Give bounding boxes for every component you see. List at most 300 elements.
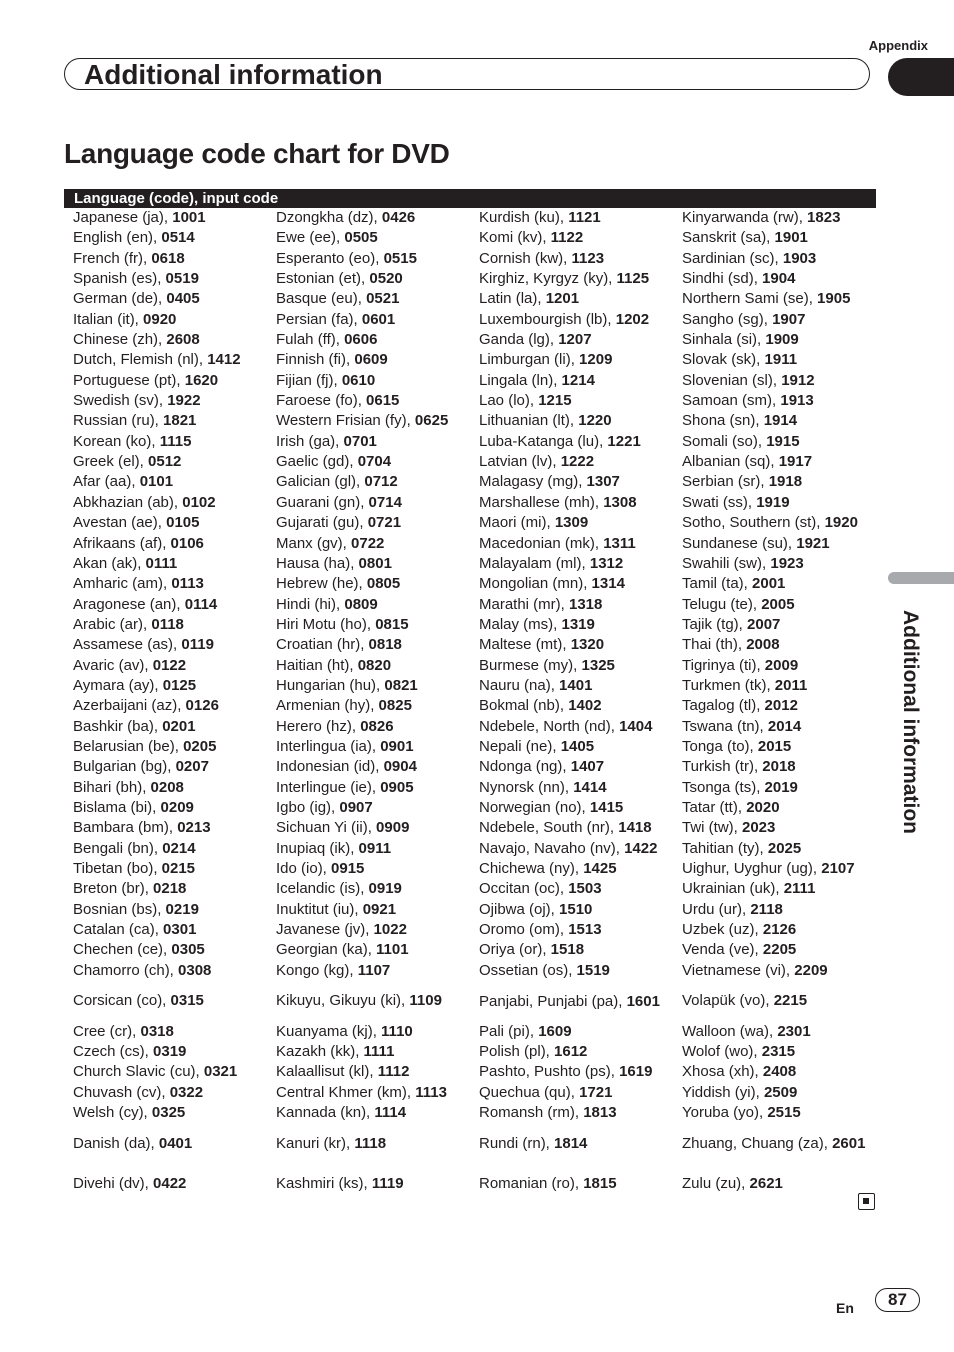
language-entry <box>479 452 679 472</box>
language-name: Kashmiri (ks), <box>276 1175 372 1193</box>
table-row <box>479 411 679 431</box>
language-entry <box>73 696 273 716</box>
language-entry-text <box>73 209 206 226</box>
language-entry <box>682 981 882 1022</box>
language-code: 1619 <box>619 1063 653 1081</box>
language-entry-text <box>682 1043 795 1060</box>
language-entry-text <box>479 697 602 714</box>
table-row <box>276 472 476 492</box>
language-entry <box>479 310 679 330</box>
language-entry <box>73 472 273 492</box>
table-row <box>276 879 476 899</box>
language-column-2 <box>276 208 476 1205</box>
language-code: 0826 <box>360 717 394 735</box>
language-name: Latin (la), <box>479 290 546 308</box>
language-entry <box>73 208 273 228</box>
language-entry-text <box>682 372 815 389</box>
language-entry <box>73 1164 273 1205</box>
language-code: 2009 <box>764 656 799 674</box>
table-row <box>682 798 882 818</box>
language-name: Yoruba (yo), <box>682 1104 768 1122</box>
table-row <box>479 452 679 472</box>
table-row <box>73 839 273 859</box>
language-entry-text <box>479 636 604 653</box>
language-entry-text <box>682 779 798 796</box>
language-entry-text <box>73 351 241 368</box>
language-code: 0712 <box>364 473 398 491</box>
language-entry-text <box>73 941 205 958</box>
language-name: Greek (el), <box>73 453 149 471</box>
language-entry-text <box>479 677 592 694</box>
language-name: Czech (cs), <box>73 1043 154 1061</box>
language-entry <box>276 615 476 635</box>
language-entry <box>73 1123 273 1164</box>
table-row <box>682 208 882 228</box>
language-entry-text <box>73 331 200 348</box>
language-name: Urdu (ur), <box>682 900 751 918</box>
language-entry-text <box>276 1134 386 1154</box>
table-row <box>276 1103 476 1123</box>
language-name: Uighur, Uyghur (ug), <box>682 860 822 877</box>
language-entry <box>73 554 273 574</box>
table-row <box>479 961 679 981</box>
table-row <box>73 493 273 513</box>
language-entry-text <box>479 229 583 246</box>
language-code: 0214 <box>162 839 196 857</box>
language-entry <box>479 411 679 431</box>
language-name: Kongo (kg), <box>276 961 358 979</box>
language-code: 0909 <box>376 819 410 837</box>
table-row <box>479 269 679 289</box>
language-name: English (en), <box>73 229 162 247</box>
language-entry <box>276 1103 476 1123</box>
language-entry <box>73 839 273 859</box>
language-name: Dutch, Flemish (nl), <box>73 351 208 369</box>
table-row <box>276 859 476 879</box>
table-row <box>276 574 476 594</box>
language-code: 1609 <box>538 1022 572 1040</box>
language-entry-text <box>479 738 594 755</box>
table-row <box>682 534 882 554</box>
language-entry <box>73 513 273 533</box>
language-code: 1913 <box>780 392 814 410</box>
language-name: Samoan (sm), <box>682 392 781 410</box>
language-entry <box>682 615 882 635</box>
table-row <box>276 818 476 838</box>
table-row <box>276 696 476 716</box>
language-entry <box>479 350 679 370</box>
table-row <box>276 493 476 513</box>
language-entry-text <box>276 718 394 735</box>
language-code: 2001 <box>752 575 786 593</box>
language-entry <box>276 737 476 757</box>
language-name: Burmese (my), <box>479 656 582 674</box>
table-row <box>73 1042 273 1062</box>
language-name: Interlingua (ia), <box>276 737 381 755</box>
language-entry <box>73 717 273 737</box>
language-entry <box>682 778 882 798</box>
language-entry-text <box>682 758 796 775</box>
language-entry-text <box>479 758 604 775</box>
language-entry-text <box>682 1134 865 1153</box>
table-row <box>276 839 476 859</box>
language-entry-text <box>479 1104 617 1121</box>
language-entry-text <box>73 453 181 470</box>
language-name: Tatar (tt), <box>682 798 747 816</box>
language-code: 1911 <box>764 351 798 369</box>
language-code: 1620 <box>184 371 219 389</box>
language-entry-text <box>276 1174 404 1194</box>
language-entry-text <box>682 596 795 613</box>
language-code: 0821 <box>384 676 418 694</box>
language-code: 1813 <box>583 1104 617 1122</box>
language-entry-text <box>73 616 184 633</box>
table-row <box>682 289 882 309</box>
language-entry <box>682 1164 882 1205</box>
language-name: Javanese (jv), <box>276 921 374 939</box>
language-name: Italian (it), <box>73 310 144 328</box>
language-entry-text <box>73 1084 203 1101</box>
language-name: Cornish (kw), <box>479 249 572 267</box>
language-name: Tamil (ta), <box>682 575 753 593</box>
language-entry-text <box>276 1063 409 1080</box>
table-row <box>73 1164 273 1205</box>
table-row <box>479 249 679 269</box>
language-code: 2118 <box>750 900 783 918</box>
table-row <box>73 859 273 879</box>
language-entry <box>73 574 273 594</box>
table-row <box>479 656 679 676</box>
table-row <box>479 554 679 574</box>
table-row <box>276 432 476 452</box>
language-entry-text <box>682 657 798 674</box>
language-name: Kurdish (ku), <box>479 209 569 226</box>
language-entry <box>73 1022 273 1042</box>
table-row <box>73 452 273 472</box>
table-row <box>479 696 679 716</box>
language-entry <box>276 350 476 370</box>
language-entry <box>73 859 273 879</box>
language-entry <box>682 534 882 554</box>
language-entry <box>276 472 476 492</box>
language-entry-text <box>73 596 217 613</box>
language-entry-text <box>276 880 402 897</box>
table-row <box>682 350 882 370</box>
language-entry <box>73 778 273 798</box>
table-row <box>479 350 679 370</box>
language-name: Pali (pi), <box>479 1022 539 1040</box>
language-entry-text <box>73 697 219 714</box>
language-entry <box>276 228 476 248</box>
language-column-4 <box>682 208 882 1205</box>
language-entry-text <box>479 290 579 307</box>
language-name: Tibetan (bo), <box>73 860 162 877</box>
language-entry <box>479 920 679 940</box>
language-name: Yiddish (yi), <box>682 1083 764 1101</box>
language-entry <box>73 900 273 920</box>
language-name: Hebrew (he), <box>276 575 367 593</box>
language-code: 0905 <box>380 778 414 796</box>
language-code: 0118 <box>151 615 184 633</box>
table-row <box>73 249 273 269</box>
language-entry <box>682 574 882 594</box>
table-row <box>479 798 679 818</box>
language-code: 1612 <box>554 1043 588 1061</box>
language-entry-text <box>682 392 814 409</box>
table-row <box>276 635 476 655</box>
language-name: Fijian (fj), <box>276 371 342 389</box>
language-entry-text <box>276 921 407 938</box>
language-name: Aymara (ay), <box>73 676 163 694</box>
language-entry-text <box>682 941 796 958</box>
language-entry <box>276 920 476 940</box>
language-entry-text <box>276 616 409 633</box>
table-row <box>479 778 679 798</box>
language-entry-text <box>479 514 588 531</box>
language-entry-text <box>73 514 199 531</box>
table-row <box>276 269 476 289</box>
language-name: Finnish (fi), <box>276 351 355 369</box>
language-entry <box>682 1062 882 1082</box>
language-name: Swedish (sv), <box>73 392 168 410</box>
table-row <box>276 228 476 248</box>
language-entry <box>682 757 882 777</box>
language-code: 1422 <box>624 839 658 857</box>
table-row <box>479 859 679 879</box>
language-code: 2015 <box>757 737 792 755</box>
language-entry-text <box>73 372 218 389</box>
language-entry <box>276 208 476 228</box>
language-name: Turkmen (tk), <box>682 676 775 694</box>
language-name: Tagalog (tl), <box>682 697 765 715</box>
table-row <box>479 289 679 309</box>
table-row <box>73 411 273 431</box>
language-entry-text <box>682 412 797 429</box>
language-name: Macedonian (mk), <box>479 534 604 552</box>
language-entry-text <box>276 555 392 572</box>
language-entry <box>479 778 679 798</box>
language-name: Albanian (sq), <box>682 453 779 471</box>
chapter-tab <box>888 58 954 96</box>
table-row <box>276 717 476 737</box>
language-name: Marshallese (mh), <box>479 493 604 511</box>
table-row <box>73 472 273 492</box>
language-entry <box>479 615 679 635</box>
language-entry <box>73 371 273 391</box>
language-code: 0610 <box>341 371 376 389</box>
language-entry-text <box>479 555 623 572</box>
language-entry-text <box>479 311 649 328</box>
language-entry-text <box>479 351 612 368</box>
language-entry <box>479 330 679 350</box>
language-entry-text <box>682 331 799 348</box>
language-name: Icelandic (is), <box>276 880 369 898</box>
language-name: Estonian (et), <box>276 270 370 288</box>
language-code: 0618 <box>151 249 185 267</box>
language-entry <box>276 961 476 981</box>
language-code: 1308 <box>603 493 637 511</box>
language-name: Lithuanian (lt), <box>479 412 579 430</box>
table-row <box>479 472 679 492</box>
language-entry <box>276 554 476 574</box>
language-entry <box>276 1123 476 1164</box>
language-code: 0520 <box>369 270 403 288</box>
language-entry <box>682 1083 882 1103</box>
language-entry-text <box>276 779 414 796</box>
language-name: Tsonga (ts), <box>682 778 765 796</box>
language-code: 1412 <box>207 351 241 369</box>
language-code: 0818 <box>368 636 402 654</box>
table-row <box>479 1062 679 1082</box>
language-entry-text <box>73 819 211 836</box>
language-entry-text <box>276 311 395 328</box>
language-code: 1215 <box>538 392 572 410</box>
language-name: Spanish (es), <box>73 270 166 288</box>
language-code: 1721 <box>579 1083 613 1101</box>
language-entry <box>73 615 273 635</box>
table-row <box>276 961 476 981</box>
language-entry <box>479 656 679 676</box>
table-row <box>682 1022 882 1042</box>
language-entry <box>479 961 679 981</box>
language-name: Akan (ak), <box>73 554 146 572</box>
language-code: 1917 <box>778 453 813 471</box>
language-entry-text <box>276 677 418 694</box>
language-code: 0321 <box>203 1063 238 1081</box>
language-entry <box>682 737 882 757</box>
language-entry-text <box>73 779 184 796</box>
language-name: Sardinian (sc), <box>682 249 783 267</box>
language-name: Shona (sn), <box>682 412 764 430</box>
language-entry-text <box>73 311 176 328</box>
language-name: Chichewa (ny), <box>479 860 584 877</box>
language-code: 0205 <box>183 737 217 755</box>
language-entry-text <box>682 514 858 531</box>
language-entry <box>276 391 476 411</box>
language-entry <box>682 696 882 716</box>
table-row <box>73 676 273 696</box>
language-entry <box>73 310 273 330</box>
language-entry-text <box>479 860 617 877</box>
table-row <box>73 595 273 615</box>
language-entry-text <box>73 921 196 938</box>
language-entry-text <box>682 860 855 877</box>
language-code: 0422 <box>153 1175 187 1193</box>
language-code: 1823 <box>807 209 841 226</box>
table-row <box>479 228 679 248</box>
language-entry-text <box>73 494 216 511</box>
language-code: 0114 <box>184 595 218 613</box>
language-name: Luba-Katanga (lu), <box>479 432 608 450</box>
language-name: Tswana (tn), <box>682 717 768 735</box>
language-name: Thai (th), <box>682 636 747 654</box>
language-name: Bambara (bm), <box>73 819 178 837</box>
language-entry <box>682 452 882 472</box>
language-code: 0101 <box>139 473 174 491</box>
language-code: 2209 <box>794 961 828 979</box>
language-entry-text <box>276 494 402 511</box>
table-row <box>682 574 882 594</box>
language-name: Chechen (ce), <box>73 941 172 959</box>
language-code: 2018 <box>762 758 796 776</box>
table-row <box>682 920 882 940</box>
language-code: 2023 <box>742 819 776 837</box>
table-row <box>73 900 273 920</box>
language-code: 0904 <box>383 758 417 776</box>
table-row <box>682 595 882 615</box>
language-name: Kannada (kn), <box>276 1104 375 1122</box>
language-code: 0825 <box>378 697 412 715</box>
table-row <box>479 1123 679 1164</box>
language-entry-text <box>682 555 804 572</box>
language-code: 1407 <box>570 758 605 776</box>
language-name: Telugu (te), <box>682 595 762 613</box>
language-code: 1821 <box>163 412 197 430</box>
table-row <box>276 1164 476 1205</box>
language-entry-text <box>73 555 177 572</box>
language-entry-text <box>682 840 801 857</box>
language-entry-text <box>276 596 378 613</box>
language-entry <box>479 981 669 1022</box>
language-code: 1923 <box>770 554 804 572</box>
language-name: Panjabi, Punjabi (pa), <box>479 992 627 1010</box>
language-code: 1107 <box>357 961 391 979</box>
language-code: 0213 <box>177 819 211 837</box>
language-entry <box>479 391 679 411</box>
language-entry <box>479 534 679 554</box>
language-name: Western Frisian (fy), <box>276 412 415 430</box>
table-row <box>479 574 679 594</box>
table-row <box>682 1164 882 1205</box>
language-entry-text <box>73 738 216 755</box>
language-entry <box>276 635 476 655</box>
language-entry-text <box>73 636 214 653</box>
language-column-3 <box>479 208 679 1205</box>
language-name: Kirghiz, Kyrgyz (ky), <box>479 270 617 288</box>
language-indicator: En <box>836 1300 854 1316</box>
language-name: Bashkir (ba), <box>73 717 163 735</box>
side-index-marker <box>888 572 954 584</box>
table-row <box>73 737 273 757</box>
language-code: 2126 <box>762 921 797 939</box>
language-entry <box>73 432 273 452</box>
language-code: 1201 <box>545 290 580 308</box>
language-code: 2005 <box>761 595 795 613</box>
language-name: Nepali (ne), <box>479 737 561 755</box>
table-row <box>276 391 476 411</box>
language-entry <box>276 269 476 289</box>
language-entry-text <box>73 1023 174 1040</box>
language-name: Zhuang, Chuang (za), <box>682 1135 833 1153</box>
table-row <box>682 696 882 716</box>
table-row <box>682 1042 882 1062</box>
language-entry <box>73 940 273 960</box>
table-row <box>276 920 476 940</box>
table-row <box>682 737 882 757</box>
language-entry <box>479 676 679 696</box>
language-entry <box>682 432 882 452</box>
language-entry-text <box>682 290 850 307</box>
table-row <box>276 778 476 798</box>
table-row <box>73 513 273 533</box>
language-name: Somali (so), <box>682 432 767 450</box>
table-row <box>73 757 273 777</box>
language-entry <box>682 269 882 289</box>
language-name: Kinyarwanda (rw), <box>682 209 808 226</box>
language-entry <box>479 940 679 960</box>
table-row <box>682 635 882 655</box>
language-entry <box>682 350 882 370</box>
